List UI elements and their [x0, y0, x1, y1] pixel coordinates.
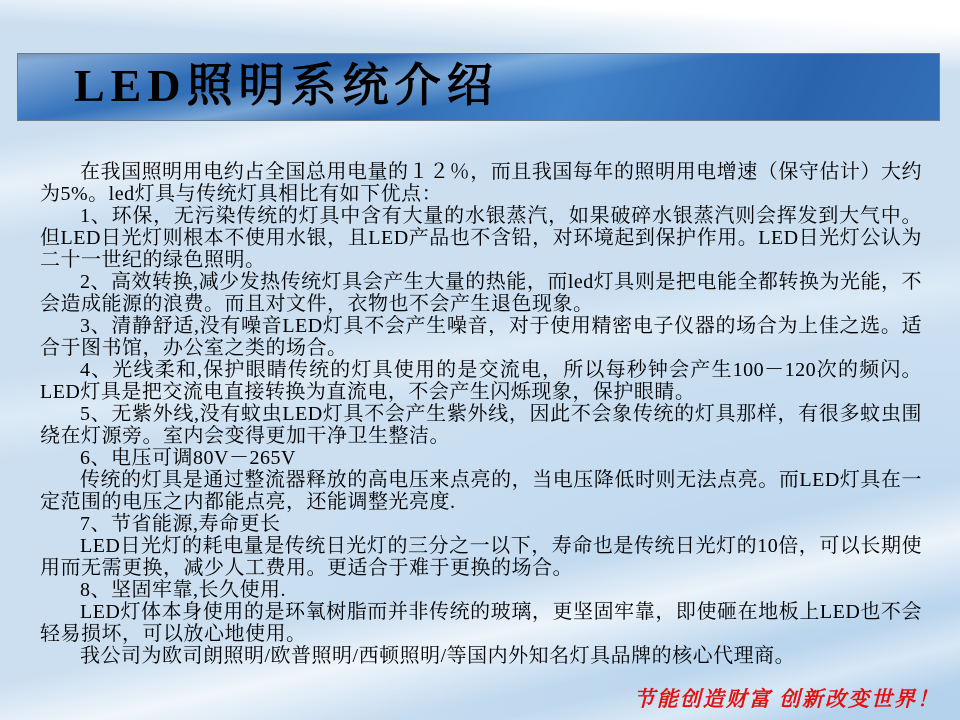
slogan-text: 节能创造财富 创新改变世界！: [633, 687, 940, 711]
paragraph-point-4: 4、光线柔和,保护眼睛传统的灯具使用的是交流电，所以每秒钟会产生100－120次的频闪。LED灯具是把交流电直接转换为直流电，不会产生闪烁现象，保护眼睛。: [40, 359, 922, 403]
body-text: [40, 161, 922, 667]
slide-title: LED照明系统介绍: [74, 60, 499, 111]
paragraph-point-8: 8、坚固牢靠,长久使用.: [80, 579, 286, 601]
paragraph-point-2: 2、高效转换,减少发热传统灯具会产生大量的热能，而led灯具则是把电能全都转换为光能，不会造成能源的浪费。而且对文件，衣物也不会产生退色现象。: [40, 271, 922, 315]
paragraph-point-6: 6、电压可调80V－265V: [80, 447, 296, 469]
paragraph-company: 我公司为欧司朗照明/欧普照明/西顿照明/等国内外知名灯具品牌的核心代理商。: [80, 645, 796, 667]
paragraph-point-6-desc: 传统的灯具是通过整流器释放的高电压来点亮的，当电压降低时则无法点亮。而LED灯具在一定范围的电压之内都能点亮，还能调整光亮度.: [40, 469, 922, 513]
paragraph-point-5: 5、无紫外线,没有蚊虫LED灯具不会产生紫外线，因此不会象传统的灯具那样，有很多蚊虫围绕在灯源旁。室内会变得更加干净卫生整洁。: [40, 403, 922, 447]
paragraph-intro: 在我国照明用电约占全国总用电量的１２％，而且我国每年的照明用电增速（保守估计）大约为5%。led灯具与传统灯具相比有如下优点：: [40, 161, 922, 205]
paragraph-point-1: 1、环保，无污染传统的灯具中含有大量的水银蒸汽，如果破碎水银蒸汽则会挥发到大气中。但LED日光灯则根本不使用水银，且LED产品也不含铅，对环境起到保护作用。LED日光灯公认为二十一世纪的绿色照明。: [40, 205, 922, 271]
paragraph-point-7-desc: LED日光灯的耗电量是传统日光灯的三分之一以下，寿命也是传统日光灯的10倍，可以长期使用而无需更换，减少人工费用。更适合于难于更换的场合。: [40, 535, 922, 579]
paragraph-point-3: 3、清静舒适,没有噪音LED灯具不会产生噪音，对于使用精密电子仪器的场合为上佳之选。适合于图书馆，办公室之类的场合。: [40, 315, 922, 359]
paragraph-point-7: 7、节省能源,寿命更长: [80, 513, 281, 535]
paragraph-point-8-desc: LED灯体本身使用的是环氧树脂而并非传统的玻璃，更坚固牢靠，即使砸在地板上LED也不会轻易损坏，可以放心地使用。: [40, 601, 922, 645]
title-banner: [17, 53, 940, 121]
